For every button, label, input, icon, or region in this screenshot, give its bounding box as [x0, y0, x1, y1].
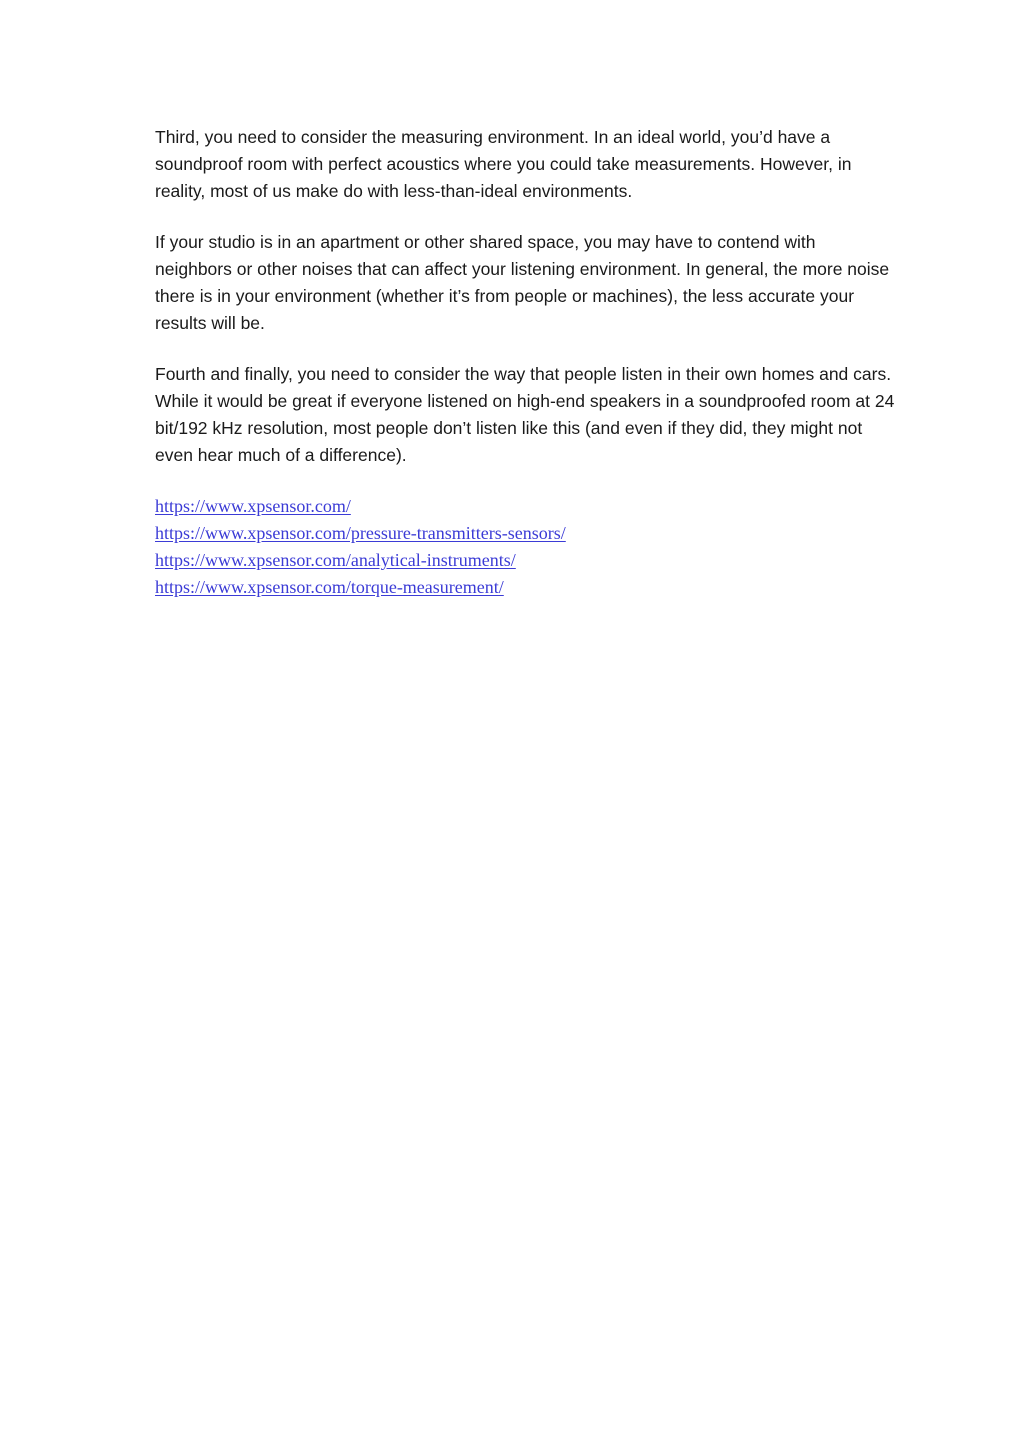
document-page	[155, 124, 895, 601]
link-xpsensor-torque-measurement[interactable]: https://www.xpsensor.com/torque-measurement/	[155, 577, 504, 597]
paragraph-listening-habits: Fourth and finally, you need to consider the way that people listen in their own homes and cars. While it would be great if everyone listened on high-end speakers in a soundproofed room at 24 bit/192 kHz resolution, most people don’t listen like this (and even if they did, they might not even hear much of a difference).	[155, 364, 895, 465]
paragraph-measuring-environment: Third, you need to consider the measuring environment. In an ideal world, you’d have a soundproof room with perfect acoustics where you could take measurements. However, in reality, most of us make do with less-than-ideal environments.	[155, 127, 852, 201]
link-xpsensor-analytical-instruments[interactable]: https://www.xpsensor.com/analytical-instruments/	[155, 550, 516, 570]
paragraph-shared-space-noise: If your studio is in an apartment or other shared space, you may have to contend with neighbors or other noises that can affect your listening environment. In general, the more noise there is in your environment (whether it’s from people or machines), the less accurate your results will be.	[155, 232, 890, 333]
link-xpsensor-home[interactable]: https://www.xpsensor.com/	[155, 496, 351, 516]
link-xpsensor-pressure-transmitters[interactable]: https://www.xpsensor.com/pressure-transmitters-sensors/	[155, 523, 566, 543]
link-list	[155, 493, 895, 601]
